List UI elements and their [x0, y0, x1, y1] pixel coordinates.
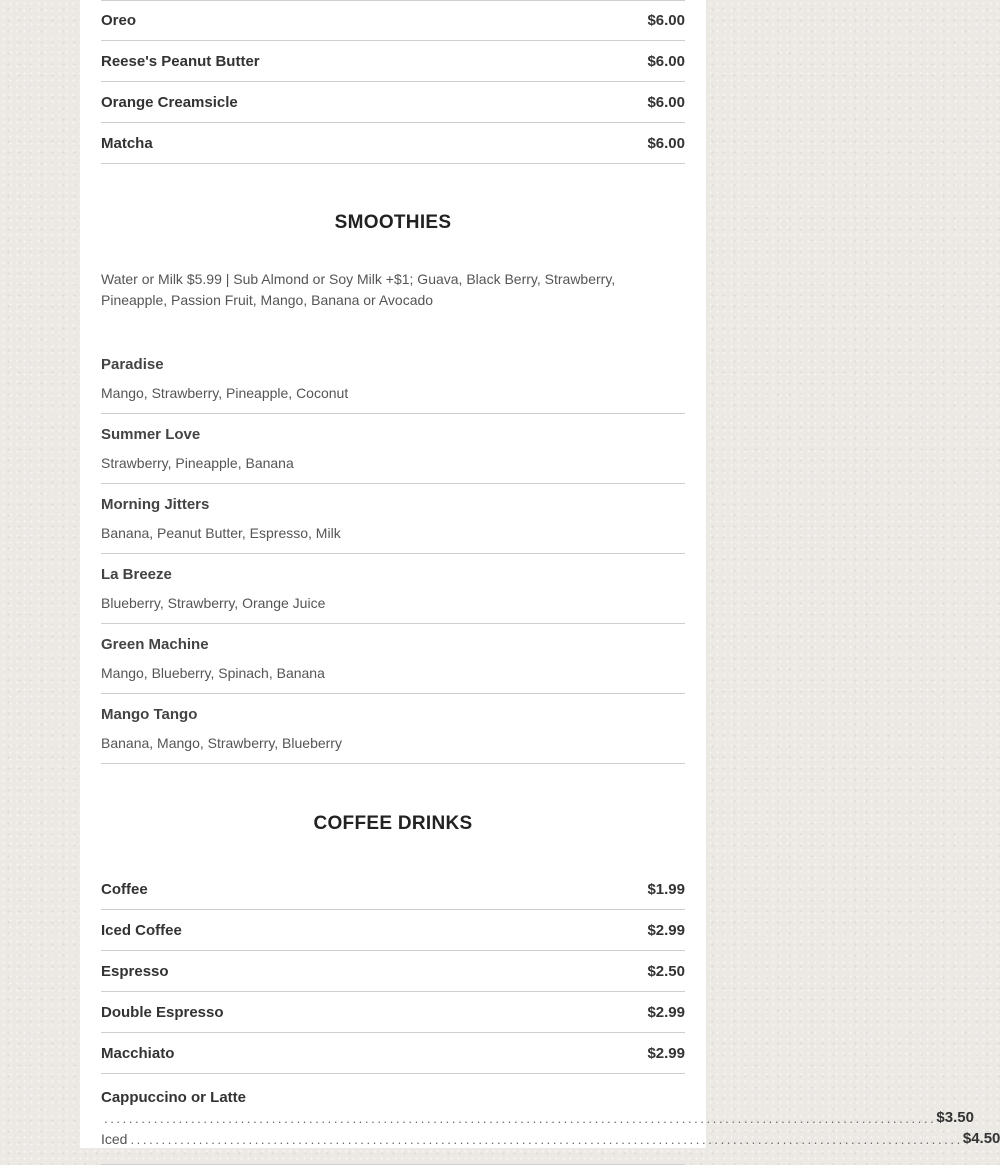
smoothie-ingredients: Mango, Blueberry, Spinach, Banana — [101, 665, 325, 681]
item-name: Oreo — [101, 12, 137, 29]
menu-item-reeses — [101, 41, 685, 82]
smoothie-item-la-breeze — [101, 554, 685, 624]
smoothie-ingredients: Blueberry, Strawberry, Orange Juice — [101, 595, 326, 611]
smoothies-note: Water or Milk $5.99 | Sub Almond or Soy Milk +$1; Guava, Black Berry, Strawberry, Pineapple, Passion Fruit, Mango, Banana or Avocado — [101, 271, 616, 308]
menu-item-coffee — [101, 869, 685, 910]
item-name: Coffee — [101, 880, 148, 898]
item-price: $1.99 — [647, 880, 685, 898]
smoothie-item-summer-love — [101, 414, 685, 484]
item-name: Matcha — [101, 134, 153, 152]
smoothie-ingredients: Mango, Strawberry, Pineapple, Coconut — [101, 385, 349, 401]
item-price: $6.00 — [647, 12, 685, 29]
item-name: Orange Creamsicle — [101, 93, 238, 111]
variant-price: $4.50 — [962, 1130, 1000, 1147]
menu-paper — [80, 0, 1000, 1148]
coffee-list — [101, 869, 1000, 1165]
item-price: $2.99 — [647, 1003, 685, 1021]
section-title-coffee: COFFEE DRINKS — [313, 813, 473, 834]
variant-label: Iced — [101, 1131, 128, 1147]
menu-item-cappuccino-latte — [101, 1074, 1000, 1165]
menu-item-double-espresso — [101, 992, 685, 1033]
smoothie-ingredients: Banana, Peanut Butter, Espresso, Milk — [101, 525, 341, 541]
smoothie-name: Mango Tango — [101, 706, 198, 723]
menu-content — [101, 0, 1000, 1165]
milkshake-list — [101, 0, 685, 164]
smoothie-name: La Breeze — [101, 566, 172, 583]
smoothie-item-green-machine — [101, 624, 685, 694]
menu-item-espresso — [101, 951, 685, 992]
item-price: $6.00 — [647, 134, 685, 152]
item-name: Iced Coffee — [101, 921, 182, 939]
dot-leader: ...................................................................................................................................... — [104, 1111, 937, 1126]
section-title-smoothies: SMOOTHIES — [334, 212, 452, 233]
item-name: Espresso — [101, 962, 169, 980]
smoothie-item-paradise — [101, 347, 685, 414]
item-name: Cappuccino or Latte — [101, 1089, 247, 1106]
menu-item-orange-creamsicle — [101, 82, 685, 123]
smoothie-name: Green Machine — [101, 636, 209, 653]
smoothie-ingredients: Banana, Mango, Strawberry, Blueberry — [101, 735, 342, 751]
variant-price: $3.50 — [936, 1109, 974, 1126]
menu-item-iced-coffee — [101, 910, 685, 951]
dot-leader: ...................................................................................................................................... — [130, 1132, 963, 1147]
item-name: Reese's Peanut Butter — [101, 52, 260, 70]
smoothie-ingredients: Strawberry, Pineapple, Banana — [101, 455, 294, 471]
menu-item-macchiato — [101, 1033, 685, 1074]
item-price: $2.99 — [647, 1044, 685, 1062]
item-price: $6.00 — [647, 93, 685, 111]
smoothie-name: Morning Jitters — [101, 496, 210, 513]
smoothie-item-morning-jitters — [101, 484, 685, 554]
smoothie-name: Summer Love — [101, 426, 201, 443]
item-price: $2.99 — [647, 921, 685, 939]
smoothie-name: Paradise — [101, 356, 164, 373]
menu-item-matcha — [101, 123, 685, 164]
smoothie-list — [101, 347, 685, 764]
menu-item-oreo — [101, 0, 685, 41]
smoothie-item-mango-tango — [101, 694, 685, 764]
item-name: Double Espresso — [101, 1003, 224, 1021]
item-price: $6.00 — [647, 52, 685, 70]
item-price: $2.50 — [647, 962, 685, 980]
variant-row-iced — [101, 1127, 1000, 1147]
variant-row-hot — [101, 1106, 974, 1126]
item-name: Macchiato — [101, 1044, 175, 1062]
